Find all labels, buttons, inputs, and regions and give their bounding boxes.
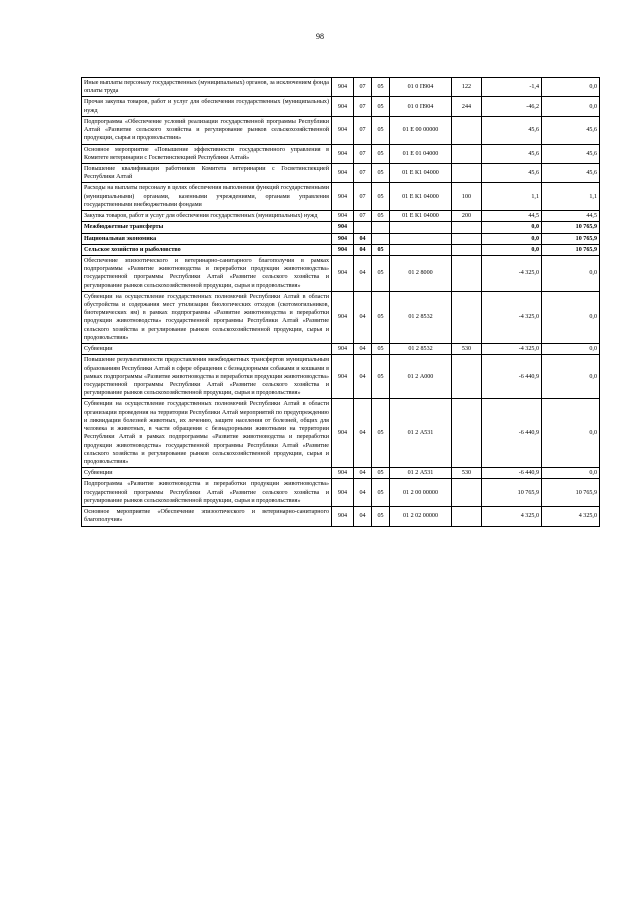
row-name-cell: Сельское хозяйство и рыболовство (82, 244, 332, 255)
row-rz-cell: 07 (354, 97, 372, 116)
row-vr-cell (452, 244, 482, 255)
table-row (82, 507, 600, 526)
row-amount-2-cell: 0,0 (542, 255, 600, 291)
row-grbs-cell: 904 (332, 222, 354, 233)
row-rz-cell: 07 (354, 78, 372, 97)
table-row (82, 355, 600, 399)
row-vr-cell: 244 (452, 97, 482, 116)
row-cs-cell: 01 Е К1 04000 (390, 163, 452, 182)
row-name-cell: Прочая закупка товаров, работ и услуг для обеспечения государственных (муниципальных) нужд (82, 97, 332, 116)
row-pr-cell: 05 (372, 479, 390, 507)
row-cs-cell: 01 2 8532 (390, 344, 452, 355)
row-amount-1-cell: 0,0 (482, 233, 542, 244)
row-amount-2-cell: 0,0 (542, 97, 600, 116)
row-pr-cell: 05 (372, 255, 390, 291)
row-name-cell: Расходы на выплаты персоналу в целях обеспечения выполнения функций государственными (муниципальными) органами, казенными учреждениями, органами управления государственными внебюджетными фондами (82, 183, 332, 211)
row-cs-cell: 01 Е 01 04000 (390, 144, 452, 163)
row-vr-cell (452, 291, 482, 343)
row-amount-1-cell: 4 325,0 (482, 507, 542, 526)
row-name-cell: Подпрограмма «Развитие животноводства и переработки продукции животноводства» государственной программы Республики Алтай «Развитие сельского хозяйства и регулирование рынков сельскохозяйственной продукции, сырья и продовольствия» (82, 479, 332, 507)
row-pr-cell: 05 (372, 78, 390, 97)
row-amount-2-cell: 0,0 (542, 78, 600, 97)
row-amount-1-cell: 45,6 (482, 116, 542, 144)
row-name-cell: Субвенции на осуществление государственных полномочий Республики Алтай в области обустройства и содержания мест утилизации биологических отходов (скотомогильников, биотермических ям) в рамках подпрограммы «Развитие животноводства и переработки продукции животноводства» государственной программы Республики Алтай «Развитие сельского хозяйства и регулирование рынков сельскохозяйственной продукции, сырья и продовольствия» (82, 291, 332, 343)
row-amount-1-cell: 1,1 (482, 183, 542, 211)
row-amount-2-cell: 10 765,9 (542, 222, 600, 233)
row-name-cell: Иные выплаты персоналу государственных (муниципальных) органов, за исключением фонда оплаты труда (82, 78, 332, 97)
row-amount-1-cell: 0,0 (482, 222, 542, 233)
row-cs-cell: 01 2 А000 (390, 355, 452, 399)
row-amount-1-cell: -4 325,0 (482, 255, 542, 291)
row-name-cell: Субвенции (82, 468, 332, 479)
row-amount-1-cell: 0,0 (482, 244, 542, 255)
row-pr-cell: 05 (372, 244, 390, 255)
row-pr-cell (372, 222, 390, 233)
row-pr-cell (372, 233, 390, 244)
row-grbs-cell: 904 (332, 116, 354, 144)
row-amount-2-cell: 45,6 (542, 116, 600, 144)
row-amount-2-cell: 10 765,9 (542, 244, 600, 255)
row-grbs-cell: 904 (332, 78, 354, 97)
row-cs-cell (390, 244, 452, 255)
row-rz-cell: 04 (354, 479, 372, 507)
table-row (82, 183, 600, 211)
row-name-cell: Повышение результативности предоставления межбюджетных трансфертов муниципальным образованиям Республики Алтай в сфере обращения с безнадзорными собаками и кошками в рамках подпрограммы «Развитие животноводства и переработки продукции животноводства» государственной программы Республики Алтай «Развитие сельского хозяйства и регулирование рынков сельскохозяйственной продукции, сырья и продовольствия» (82, 355, 332, 399)
table-row (82, 344, 600, 355)
row-grbs-cell: 904 (332, 163, 354, 182)
row-cs-cell: 01 Е 00 00000 (390, 116, 452, 144)
row-name-cell: Межбюджетные трансферты (82, 222, 332, 233)
row-vr-cell (452, 255, 482, 291)
row-name-cell: Субвенции на осуществление государственных полномочий Республики Алтай в области организации проведения на территории Республики Алтай мероприятий по предупреждению и ликвидации болезней животных, их лечению, защите населения от болезней, общих для человека и животных, в части обращения с безнадзорными животными на территории Республики Алтай в рамках подпрограммы «Развитие животноводства и переработки продукции животноводства» государственной программы Республики Алтай «Развитие сельского хозяйства и регулирование рынков сельскохозяйственной продукции, сырья и продовольствия» (82, 399, 332, 468)
row-rz-cell: 07 (354, 183, 372, 211)
row-amount-1-cell: 44,5 (482, 211, 542, 222)
row-rz-cell: 04 (354, 399, 372, 468)
row-rz-cell: 04 (354, 344, 372, 355)
table-row (82, 479, 600, 507)
table-row (82, 291, 600, 343)
row-rz-cell: 04 (354, 255, 372, 291)
table-row (82, 222, 600, 233)
row-vr-cell (452, 163, 482, 182)
row-amount-2-cell: 45,6 (542, 163, 600, 182)
row-amount-2-cell: 45,6 (542, 144, 600, 163)
row-grbs-cell: 904 (332, 344, 354, 355)
row-pr-cell: 05 (372, 211, 390, 222)
row-amount-2-cell: 10 765,9 (542, 233, 600, 244)
row-pr-cell: 05 (372, 116, 390, 144)
row-cs-cell: 01 Е К1 04000 (390, 211, 452, 222)
table-row (82, 78, 600, 97)
row-pr-cell: 05 (372, 355, 390, 399)
row-amount-1-cell: 10 765,9 (482, 479, 542, 507)
row-grbs-cell: 904 (332, 233, 354, 244)
row-vr-cell: 200 (452, 211, 482, 222)
row-rz-cell: 07 (354, 116, 372, 144)
row-grbs-cell: 904 (332, 244, 354, 255)
row-grbs-cell: 904 (332, 211, 354, 222)
row-name-cell: Подпрограмма «Обеспечение условий реализации государственной программы Республики Алтай «Развитие сельского хозяйства и регулирование рынков сельскохозяйственной продукции, сырья и продовольствия» (82, 116, 332, 144)
row-grbs-cell: 904 (332, 507, 354, 526)
row-cs-cell: 01 2 02 00000 (390, 507, 452, 526)
row-vr-cell: 530 (452, 344, 482, 355)
row-grbs-cell: 904 (332, 468, 354, 479)
row-name-cell: Основное мероприятие «Повышение эффективности государственного управления в Комитете ветеринарии с Госветинспекцией Республики Алтай» (82, 144, 332, 163)
row-grbs-cell: 904 (332, 399, 354, 468)
row-cs-cell: 01 2 А531 (390, 468, 452, 479)
row-vr-cell (452, 399, 482, 468)
row-vr-cell (452, 233, 482, 244)
row-amount-1-cell: 45,6 (482, 144, 542, 163)
row-rz-cell: 04 (354, 233, 372, 244)
row-amount-1-cell: -6 440,9 (482, 355, 542, 399)
table-row (82, 255, 600, 291)
row-vr-cell: 530 (452, 468, 482, 479)
row-amount-1-cell: 45,6 (482, 163, 542, 182)
row-pr-cell: 05 (372, 507, 390, 526)
row-amount-2-cell: 10 765,9 (542, 479, 600, 507)
table-row (82, 116, 600, 144)
row-amount-1-cell: -1,4 (482, 78, 542, 97)
row-cs-cell (390, 222, 452, 233)
row-grbs-cell: 904 (332, 183, 354, 211)
row-rz-cell: 04 (354, 244, 372, 255)
row-cs-cell: 01 2 8000 (390, 255, 452, 291)
table-row (82, 233, 600, 244)
row-vr-cell (452, 116, 482, 144)
row-amount-2-cell: 44,5 (542, 211, 600, 222)
row-grbs-cell: 904 (332, 97, 354, 116)
row-pr-cell: 05 (372, 97, 390, 116)
budget-table (81, 77, 600, 527)
row-amount-1-cell: -46,2 (482, 97, 542, 116)
row-pr-cell: 05 (372, 144, 390, 163)
row-amount-1-cell: -4 325,0 (482, 344, 542, 355)
row-amount-1-cell: -4 325,0 (482, 291, 542, 343)
table-row (82, 163, 600, 182)
row-cs-cell: 01 0 П904 (390, 78, 452, 97)
row-cs-cell: 01 2 8532 (390, 291, 452, 343)
row-name-cell: Обеспечение эпизоотического и ветеринарно-санитарного благополучия в рамках подпрограммы «Развитие животноводства и переработки продукции животноводства» государственной программы Республики Алтай «Развитие сельского хозяйства и регулирование рынков сельскохозяйственной продукции, сырья и продовольствия» (82, 255, 332, 291)
row-cs-cell: 01 Е К1 04000 (390, 183, 452, 211)
row-name-cell: Основное мероприятие «Обеспечение эпизоотического и ветеринарно-санитарного благополучия» (82, 507, 332, 526)
row-rz-cell (354, 222, 372, 233)
row-amount-2-cell: 0,0 (542, 468, 600, 479)
row-grbs-cell: 904 (332, 479, 354, 507)
table-row (82, 144, 600, 163)
row-grbs-cell: 904 (332, 144, 354, 163)
row-pr-cell: 05 (372, 344, 390, 355)
table-row (82, 244, 600, 255)
row-cs-cell: 01 0 П904 (390, 97, 452, 116)
page-number: 98 (316, 32, 324, 41)
row-vr-cell (452, 355, 482, 399)
row-vr-cell: 100 (452, 183, 482, 211)
row-rz-cell: 04 (354, 355, 372, 399)
table-row (82, 468, 600, 479)
row-pr-cell: 05 (372, 468, 390, 479)
row-vr-cell (452, 479, 482, 507)
row-vr-cell (452, 222, 482, 233)
row-amount-2-cell: 1,1 (542, 183, 600, 211)
row-amount-1-cell: -6 440,9 (482, 399, 542, 468)
table-row (82, 211, 600, 222)
row-grbs-cell: 904 (332, 291, 354, 343)
row-amount-2-cell: 4 325,0 (542, 507, 600, 526)
row-pr-cell: 05 (372, 399, 390, 468)
row-rz-cell: 07 (354, 144, 372, 163)
row-grbs-cell: 904 (332, 255, 354, 291)
row-name-cell: Субвенции (82, 344, 332, 355)
row-rz-cell: 04 (354, 291, 372, 343)
row-name-cell: Закупка товаров, работ и услуг для обеспечения государственных (муниципальных) нужд (82, 211, 332, 222)
row-pr-cell: 05 (372, 291, 390, 343)
row-vr-cell (452, 144, 482, 163)
row-amount-2-cell: 0,0 (542, 355, 600, 399)
row-vr-cell (452, 507, 482, 526)
row-pr-cell: 05 (372, 163, 390, 182)
row-rz-cell: 04 (354, 468, 372, 479)
row-grbs-cell: 904 (332, 355, 354, 399)
row-amount-1-cell: -6 440,9 (482, 468, 542, 479)
row-cs-cell: 01 2 А531 (390, 399, 452, 468)
row-cs-cell (390, 233, 452, 244)
table-row (82, 399, 600, 468)
row-name-cell: Национальная экономика (82, 233, 332, 244)
table-body (82, 78, 600, 527)
row-pr-cell: 05 (372, 183, 390, 211)
row-rz-cell: 07 (354, 163, 372, 182)
row-vr-cell: 122 (452, 78, 482, 97)
row-rz-cell: 07 (354, 211, 372, 222)
row-name-cell: Повышение квалификации работников Комитета ветеринарии с Госветинспекцией Республики Алтай (82, 163, 332, 182)
row-amount-2-cell: 0,0 (542, 399, 600, 468)
row-amount-2-cell: 0,0 (542, 344, 600, 355)
row-rz-cell: 04 (354, 507, 372, 526)
row-amount-2-cell: 0,0 (542, 291, 600, 343)
row-cs-cell: 01 2 00 00000 (390, 479, 452, 507)
table-row (82, 97, 600, 116)
